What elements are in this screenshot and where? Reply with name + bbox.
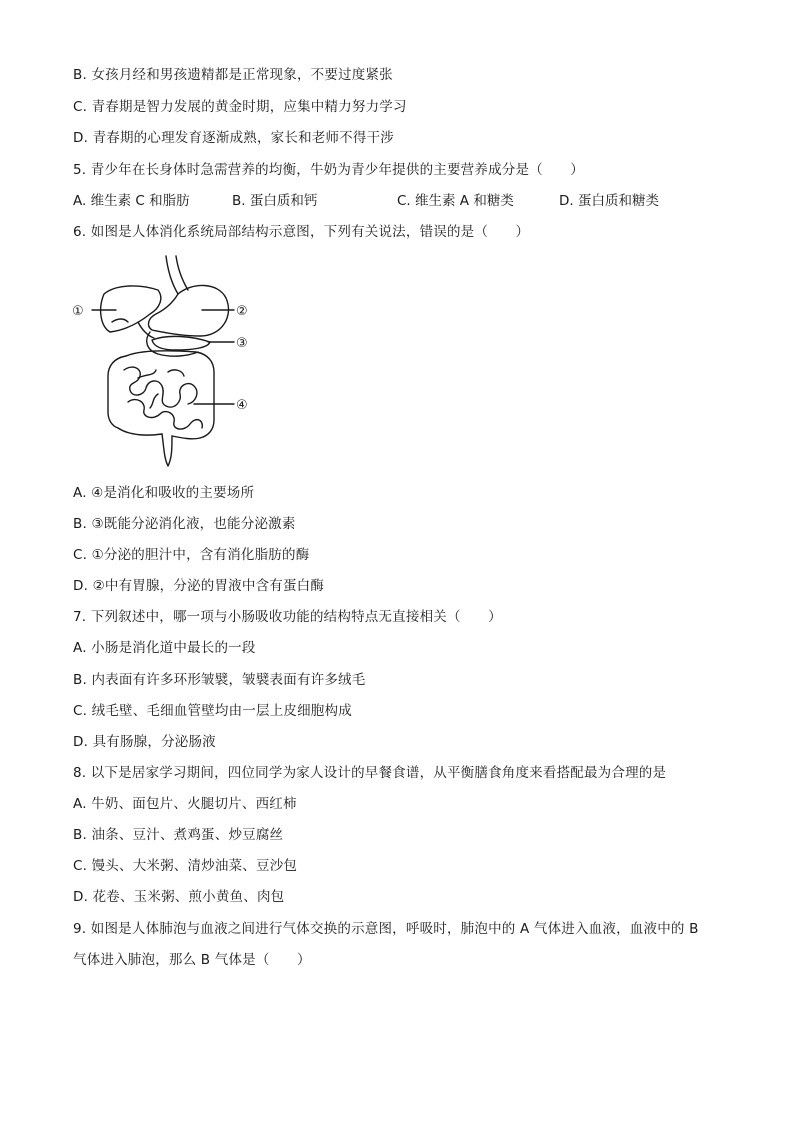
q7-stem: 7. 下列叙述中，哪一项与小肠吸收功能的结构特点无直接相关（ ） — [73, 609, 502, 625]
q7-option-a: A. 小肠是消化道中最长的一段 — [73, 640, 256, 656]
figure-label-4: ④ — [236, 398, 248, 413]
q5-option-a: A. 维生素 C 和脂肪 — [73, 193, 190, 209]
q7-option-b: B. 内表面有许多环形皱襞，皱襞表面有许多绒毛 — [73, 672, 366, 688]
q5-option-b: B. 蛋白质和钙 — [232, 193, 318, 209]
q6-option-a: A. ④是消化和吸收的主要场所 — [73, 485, 255, 501]
q4-option-c: C. 青春期是智力发展的黄金时期，应集中精力努力学习 — [73, 99, 407, 115]
q8-option-a: A. 牛奶、面包片、火腿切片、西红柿 — [73, 796, 297, 812]
digestive-system-figure — [68, 252, 268, 474]
digestive-system-diagram — [68, 252, 268, 474]
q4-option-d: D. 青春期的心理发育逐渐成熟，家长和老师不得干涉 — [73, 130, 394, 146]
q5-option-c: C. 维生素 A 和糖类 — [397, 193, 514, 209]
q4-option-b: B. 女孩月经和男孩遗精都是正常现象，不要过度紧张 — [73, 67, 393, 83]
q6-option-c: C. ①分泌的胆汁中，含有消化脂肪的酶 — [73, 547, 310, 563]
q9-stem-line-2: 气体进入肺泡，那么 B 气体是（ ） — [73, 952, 311, 968]
q9-stem-line-1: 9. 如图是人体肺泡与血液之间进行气体交换的示意图，呼吸时，肺泡中的 A 气体进入血液，血液中的 B — [73, 921, 699, 937]
rectum-shape — [162, 434, 172, 466]
figure-label-3: ③ — [236, 336, 248, 351]
figure-label-2: ② — [236, 304, 248, 319]
q8-option-c: C. 馒头、大米粥、清炒油菜、豆沙包 — [73, 858, 298, 874]
liver-shape — [101, 286, 161, 332]
q5-stem: 5. 青少年在长身体时急需营养的均衡，牛奶为青少年提供的主要营养成分是（ ） — [73, 162, 584, 178]
q6-stem: 6. 如图是人体消化系统局部结构示意图，下列有关说法，错误的是（ ） — [73, 224, 530, 240]
q8-option-d: D. 花卷、玉米粥、煎小黄鱼、肉包 — [73, 889, 285, 905]
figure-label-1: ① — [72, 304, 84, 319]
q8-stem: 8. 以下是居家学习期间，四位同学为家人设计的早餐食谱，从平衡膳食角度来看搭配最为合理的是 — [73, 765, 667, 781]
esophagus-shape — [166, 256, 178, 294]
q6-option-b: B. ③既能分泌消化液，也能分泌激素 — [73, 516, 296, 532]
q6-option-d: D. ②中有胃腺，分泌的胃液中含有蛋白酶 — [73, 578, 325, 594]
q7-option-d: D. 具有肠腺，分泌肠液 — [73, 734, 216, 750]
pancreas-shape — [152, 336, 210, 350]
small-intestine-shape — [124, 367, 197, 407]
q5-option-d: D. 蛋白质和糖类 — [559, 193, 659, 209]
q7-option-c: C. 绒毛壁、毛细血管壁均由一层上皮细胞构成 — [73, 703, 352, 719]
q8-option-b: B. 油条、豆汁、煮鸡蛋、炒豆腐丝 — [73, 827, 284, 843]
